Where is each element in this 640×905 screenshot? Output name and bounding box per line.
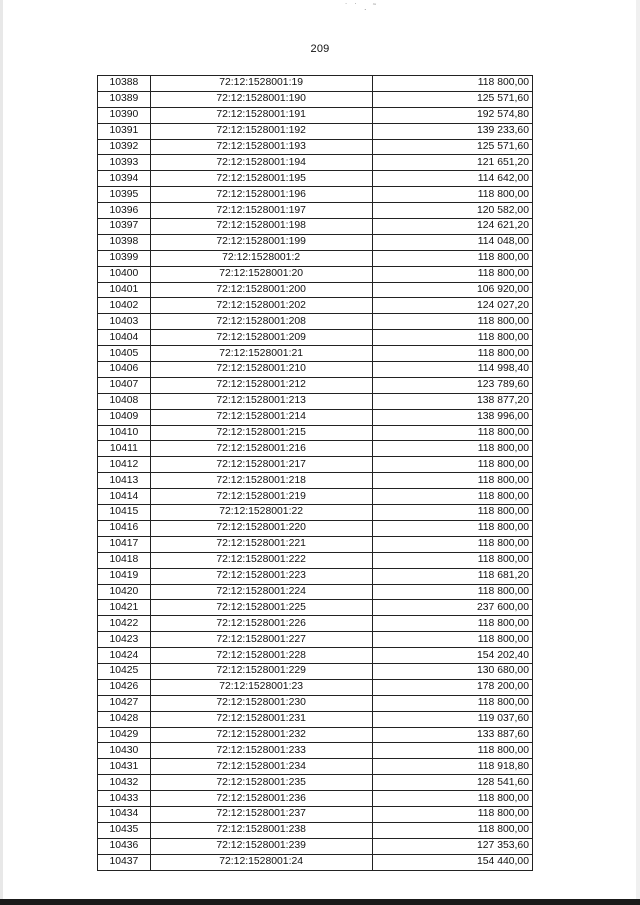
cadastral-value-cell: 192 574,80 <box>372 107 533 123</box>
row-number-cell: 10388 <box>98 76 151 92</box>
cadastral-number-cell: 72:12:1528001:237 <box>150 806 372 822</box>
cadastral-number-cell: 72:12:1528001:232 <box>150 727 372 743</box>
row-number-cell: 10401 <box>98 282 151 298</box>
cadastral-number-cell: 72:12:1528001:233 <box>150 743 372 759</box>
table-row <box>98 473 533 489</box>
table-row <box>98 155 533 171</box>
row-number-cell: 10429 <box>98 727 151 743</box>
cadastral-value-cell: 138 877,20 <box>372 393 533 409</box>
cadastral-value-cell: 118 800,00 <box>372 791 533 807</box>
table-row <box>98 282 533 298</box>
table-row <box>98 822 533 838</box>
cadastral-number-cell: 72:12:1528001:192 <box>150 123 372 139</box>
cadastral-value-cell: 118 800,00 <box>372 536 533 552</box>
cadastral-value-cell: 118 800,00 <box>372 743 533 759</box>
cadastral-value-cell: 118 800,00 <box>372 616 533 632</box>
table-row <box>98 536 533 552</box>
cadastral-value-cell: 118 800,00 <box>372 520 533 536</box>
cadastral-number-cell: 72:12:1528001:24 <box>150 854 372 870</box>
row-number-cell: 10404 <box>98 330 151 346</box>
cadastral-number-cell: 72:12:1528001:209 <box>150 330 372 346</box>
cadastral-value-cell: 118 800,00 <box>372 806 533 822</box>
table-row <box>98 139 533 155</box>
cadastral-value-cell: 125 571,60 <box>372 139 533 155</box>
page-number: 209 <box>310 43 330 55</box>
cadastral-value-cell: 118 800,00 <box>372 505 533 521</box>
table-row <box>98 616 533 632</box>
row-number-cell: 10405 <box>98 346 151 362</box>
table-row <box>98 791 533 807</box>
table-row <box>98 838 533 854</box>
row-number-cell: 10397 <box>98 219 151 235</box>
cadastral-value-cell: 121 651,20 <box>372 155 533 171</box>
table-row <box>98 266 533 282</box>
cadastral-number-cell: 72:12:1528001:20 <box>150 266 372 282</box>
row-number-cell: 10423 <box>98 632 151 648</box>
cadastral-value-cell: 118 800,00 <box>372 473 533 489</box>
row-number-cell: 10434 <box>98 806 151 822</box>
row-number-cell: 10419 <box>98 568 151 584</box>
cadastral-number-cell: 72:12:1528001:220 <box>150 520 372 536</box>
table-row <box>98 298 533 314</box>
cadastral-value-cell: 118 800,00 <box>372 330 533 346</box>
row-number-cell: 10436 <box>98 838 151 854</box>
row-number-cell: 10424 <box>98 648 151 664</box>
table-row <box>98 409 533 425</box>
cadastral-value-cell: 139 233,60 <box>372 123 533 139</box>
table-row <box>98 314 533 330</box>
table-row <box>98 123 533 139</box>
table-row <box>98 711 533 727</box>
cadastral-number-cell: 72:12:1528001:222 <box>150 552 372 568</box>
cadastral-number-cell: 72:12:1528001:210 <box>150 362 372 378</box>
cadastral-number-cell: 72:12:1528001:239 <box>150 838 372 854</box>
table-row <box>98 250 533 266</box>
table-row <box>98 346 533 362</box>
row-number-cell: 10391 <box>98 123 151 139</box>
table-row <box>98 489 533 505</box>
cadastral-number-cell: 72:12:1528001:191 <box>150 107 372 123</box>
cadastral-number-cell: 72:12:1528001:238 <box>150 822 372 838</box>
cadastral-number-cell: 72:12:1528001:221 <box>150 536 372 552</box>
cadastral-number-cell: 72:12:1528001:200 <box>150 282 372 298</box>
cadastral-number-cell: 72:12:1528001:197 <box>150 203 372 219</box>
row-number-cell: 10393 <box>98 155 151 171</box>
table-row <box>98 727 533 743</box>
cadastral-number-cell: 72:12:1528001:194 <box>150 155 372 171</box>
table-row <box>98 632 533 648</box>
cadastral-value-cell: 118 918,80 <box>372 759 533 775</box>
scan-bottom-edge <box>0 899 640 905</box>
cadastral-value-cell: 124 621,20 <box>372 219 533 235</box>
row-number-cell: 10409 <box>98 409 151 425</box>
cadastral-value-cell: 123 789,60 <box>372 377 533 393</box>
row-number-cell: 10408 <box>98 393 151 409</box>
row-number-cell: 10433 <box>98 791 151 807</box>
row-number-cell: 10399 <box>98 250 151 266</box>
table-row <box>98 171 533 187</box>
cadastral-number-cell: 72:12:1528001:226 <box>150 616 372 632</box>
table-row <box>98 76 533 92</box>
table-row <box>98 600 533 616</box>
row-number-cell: 10416 <box>98 520 151 536</box>
cadastral-number-cell: 72:12:1528001:19 <box>150 76 372 92</box>
table-row <box>98 441 533 457</box>
cadastral-number-cell: 72:12:1528001:234 <box>150 759 372 775</box>
row-number-cell: 10418 <box>98 552 151 568</box>
row-number-cell: 10410 <box>98 425 151 441</box>
cadastral-value-cell: 127 353,60 <box>372 838 533 854</box>
cadastral-value-cell: 106 920,00 <box>372 282 533 298</box>
table-row <box>98 695 533 711</box>
cadastral-number-cell: 72:12:1528001:208 <box>150 314 372 330</box>
cadastral-value-cell: 154 202,40 <box>372 648 533 664</box>
table-row <box>98 663 533 679</box>
row-number-cell: 10411 <box>98 441 151 457</box>
row-number-cell: 10417 <box>98 536 151 552</box>
table-row <box>98 806 533 822</box>
cadastral-number-cell: 72:12:1528001:23 <box>150 679 372 695</box>
cadastral-number-cell: 72:12:1528001:202 <box>150 298 372 314</box>
scan-left-edge <box>0 0 3 905</box>
table-row <box>98 759 533 775</box>
table-row <box>98 679 533 695</box>
cadastral-value-cell: 118 800,00 <box>372 425 533 441</box>
row-number-cell: 10427 <box>98 695 151 711</box>
cadastral-value-cell: 114 048,00 <box>372 234 533 250</box>
cadastral-number-cell: 72:12:1528001:217 <box>150 457 372 473</box>
row-number-cell: 10420 <box>98 584 151 600</box>
cadastral-value-cell: 154 440,00 <box>372 854 533 870</box>
row-number-cell: 10431 <box>98 759 151 775</box>
table-row <box>98 568 533 584</box>
cadastral-number-cell: 72:12:1528001:196 <box>150 187 372 203</box>
cadastral-value-cell: 118 800,00 <box>372 314 533 330</box>
table-row <box>98 743 533 759</box>
cadastral-number-cell: 72:12:1528001:225 <box>150 600 372 616</box>
cadastral-number-cell: 72:12:1528001:213 <box>150 393 372 409</box>
cadastral-number-cell: 72:12:1528001:198 <box>150 219 372 235</box>
cadastral-number-cell: 72:12:1528001:219 <box>150 489 372 505</box>
cadastral-value-cell: 128 541,60 <box>372 775 533 791</box>
cadastral-number-cell: 72:12:1528001:21 <box>150 346 372 362</box>
row-number-cell: 10392 <box>98 139 151 155</box>
cadastral-number-cell: 72:12:1528001:2 <box>150 250 372 266</box>
cadastral-number-cell: 72:12:1528001:212 <box>150 377 372 393</box>
table-row <box>98 552 533 568</box>
cadastral-number-cell: 72:12:1528001:195 <box>150 171 372 187</box>
scan-artifact: ˙ ˙ . ˜ <box>345 2 378 12</box>
row-number-cell: 10415 <box>98 505 151 521</box>
row-number-cell: 10402 <box>98 298 151 314</box>
cadastral-value-cell: 178 200,00 <box>372 679 533 695</box>
table-row <box>98 187 533 203</box>
cadastral-number-cell: 72:12:1528001:215 <box>150 425 372 441</box>
row-number-cell: 10432 <box>98 775 151 791</box>
table-row <box>98 107 533 123</box>
row-number-cell: 10426 <box>98 679 151 695</box>
table-row <box>98 91 533 107</box>
cadastral-value-cell: 118 800,00 <box>372 584 533 600</box>
row-number-cell: 10430 <box>98 743 151 759</box>
cadastral-number-cell: 72:12:1528001:224 <box>150 584 372 600</box>
cadastral-number-cell: 72:12:1528001:227 <box>150 632 372 648</box>
cadastral-number-cell: 72:12:1528001:216 <box>150 441 372 457</box>
cadastral-value-cell: 118 800,00 <box>372 695 533 711</box>
row-number-cell: 10396 <box>98 203 151 219</box>
table-row <box>98 775 533 791</box>
cadastral-number-cell: 72:12:1528001:218 <box>150 473 372 489</box>
cadastral-value-cell: 124 027,20 <box>372 298 533 314</box>
table-row <box>98 854 533 870</box>
row-number-cell: 10414 <box>98 489 151 505</box>
row-number-cell: 10422 <box>98 616 151 632</box>
cadastral-number-cell: 72:12:1528001:193 <box>150 139 372 155</box>
cadastral-value-table <box>97 75 533 871</box>
row-number-cell: 10406 <box>98 362 151 378</box>
table-row <box>98 584 533 600</box>
cadastral-value-cell: 118 800,00 <box>372 76 533 92</box>
cadastral-number-cell: 72:12:1528001:190 <box>150 91 372 107</box>
row-number-cell: 10390 <box>98 107 151 123</box>
cadastral-value-cell: 118 800,00 <box>372 632 533 648</box>
cadastral-value-cell: 114 998,40 <box>372 362 533 378</box>
table-row <box>98 457 533 473</box>
row-number-cell: 10389 <box>98 91 151 107</box>
cadastral-value-cell: 118 800,00 <box>372 489 533 505</box>
cadastral-number-cell: 72:12:1528001:236 <box>150 791 372 807</box>
table-row <box>98 425 533 441</box>
row-number-cell: 10395 <box>98 187 151 203</box>
cadastral-value-cell: 118 800,00 <box>372 552 533 568</box>
cadastral-value-cell: 114 642,00 <box>372 171 533 187</box>
cadastral-value-cell: 119 037,60 <box>372 711 533 727</box>
row-number-cell: 10398 <box>98 234 151 250</box>
table-row <box>98 234 533 250</box>
table-row <box>98 330 533 346</box>
row-number-cell: 10428 <box>98 711 151 727</box>
cadastral-value-cell: 118 800,00 <box>372 441 533 457</box>
cadastral-value-cell: 138 996,00 <box>372 409 533 425</box>
cadastral-value-cell: 118 800,00 <box>372 457 533 473</box>
row-number-cell: 10435 <box>98 822 151 838</box>
table-row <box>98 393 533 409</box>
cadastral-number-cell: 72:12:1528001:199 <box>150 234 372 250</box>
cadastral-value-cell: 118 800,00 <box>372 346 533 362</box>
row-number-cell: 10407 <box>98 377 151 393</box>
table-row <box>98 219 533 235</box>
row-number-cell: 10394 <box>98 171 151 187</box>
cadastral-value-cell: 118 800,00 <box>372 822 533 838</box>
row-number-cell: 10413 <box>98 473 151 489</box>
table-row <box>98 362 533 378</box>
cadastral-number-cell: 72:12:1528001:228 <box>150 648 372 664</box>
row-number-cell: 10437 <box>98 854 151 870</box>
table-row <box>98 377 533 393</box>
cadastral-number-cell: 72:12:1528001:235 <box>150 775 372 791</box>
row-number-cell: 10412 <box>98 457 151 473</box>
cadastral-value-cell: 118 800,00 <box>372 187 533 203</box>
table-row <box>98 648 533 664</box>
cadastral-value-cell: 125 571,60 <box>372 91 533 107</box>
table-row <box>98 203 533 219</box>
cadastral-number-cell: 72:12:1528001:214 <box>150 409 372 425</box>
cadastral-value-cell: 130 680,00 <box>372 663 533 679</box>
cadastral-value-cell: 118 800,00 <box>372 250 533 266</box>
row-number-cell: 10403 <box>98 314 151 330</box>
table-body <box>98 76 533 871</box>
scan-right-edge <box>636 0 640 905</box>
cadastral-value-cell: 120 582,00 <box>372 203 533 219</box>
cadastral-value-cell: 118 800,00 <box>372 266 533 282</box>
cadastral-number-cell: 72:12:1528001:223 <box>150 568 372 584</box>
cadastral-number-cell: 72:12:1528001:230 <box>150 695 372 711</box>
row-number-cell: 10421 <box>98 600 151 616</box>
cadastral-value-cell: 118 681,20 <box>372 568 533 584</box>
row-number-cell: 10425 <box>98 663 151 679</box>
table-row <box>98 520 533 536</box>
cadastral-value-cell: 133 887,60 <box>372 727 533 743</box>
row-number-cell: 10400 <box>98 266 151 282</box>
cadastral-number-cell: 72:12:1528001:231 <box>150 711 372 727</box>
cadastral-value-cell: 237 600,00 <box>372 600 533 616</box>
table-row <box>98 505 533 521</box>
cadastral-number-cell: 72:12:1528001:22 <box>150 505 372 521</box>
cadastral-number-cell: 72:12:1528001:229 <box>150 663 372 679</box>
